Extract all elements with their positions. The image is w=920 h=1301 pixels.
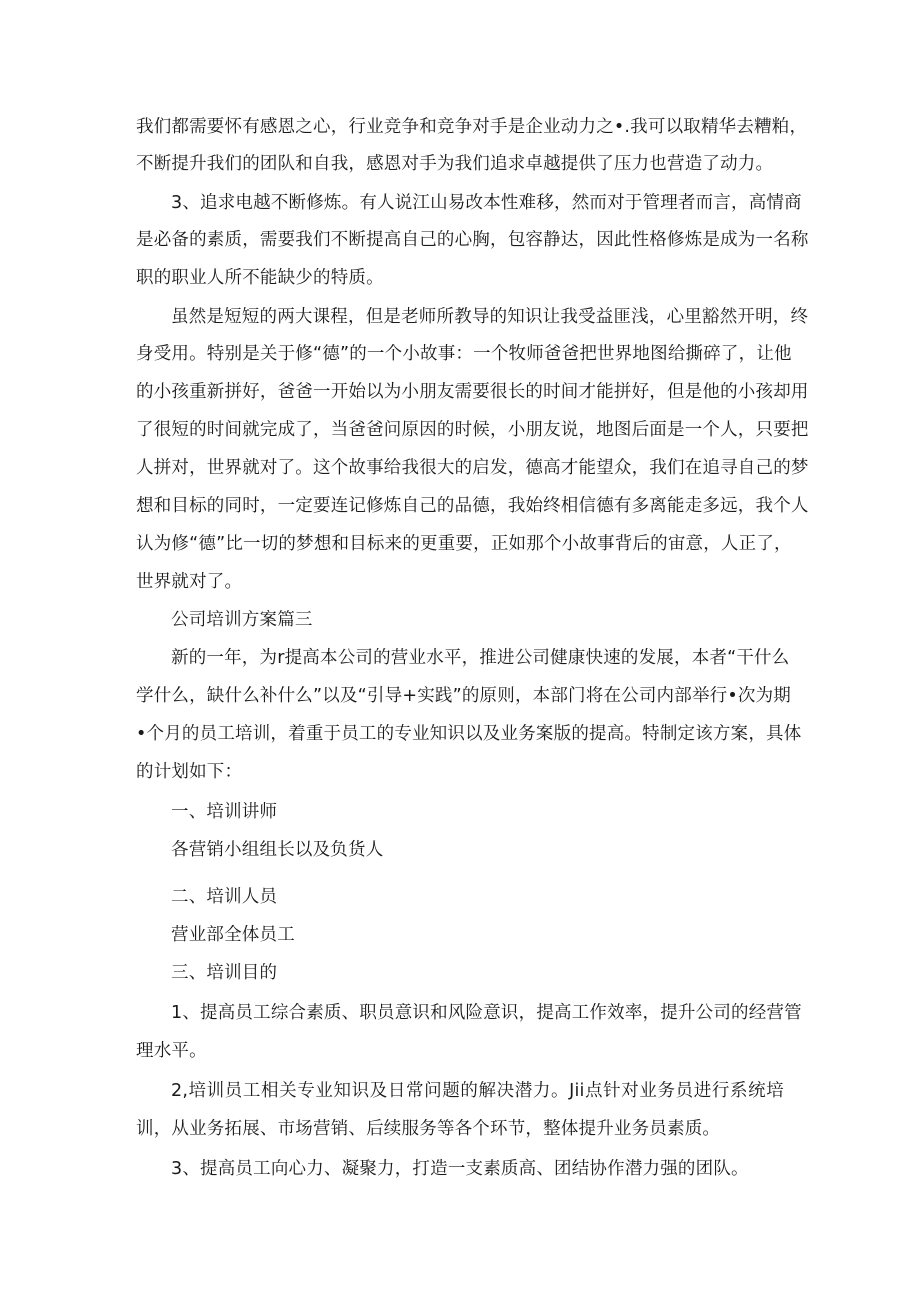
- paragraph-line: 3、提高员工向心力、凝聚力，打造一支素质高、团结协作潜力强的团队。: [171, 1159, 749, 1179]
- paragraph-line: 人拼对，世界就对了。这个故事给我很大的启发，德高才能望众，我们在追寻自己的梦: [136, 458, 809, 478]
- paragraph-line: 不断提升我们的团队和自我，感恩对手为我们追求卓越提供了压力也营造了动力。: [136, 154, 774, 174]
- paragraph-line: 2,培训员工相关专业知识及日常问题的解决潜力。Jii点针对业务员进行系统培: [171, 1081, 784, 1101]
- item-1-title: 一、培训讲师: [171, 802, 278, 822]
- paragraph-line: 身受用。特别是关于修“德”的一个小故事：一个牧师爸爸把世界地图给撕碎了，让他: [136, 344, 792, 364]
- paragraph-line: 学什么，缺什么补什么”以及“引导+实践”的原则，本部门将在公司内部举行•次为期: [136, 686, 791, 706]
- section-heading: 公司培训方案篇三: [171, 610, 313, 630]
- item-2-body: 营业部全体员工: [171, 925, 295, 945]
- paragraph-line: 3、追求电越不断修炼。有人说江山易改本性难移，然而对于管理者而言，高情商: [171, 193, 802, 213]
- paragraph-line: 职的职业人所不能缺少的特质。: [136, 268, 384, 288]
- paragraph-line: 想和目标的同时，一定要连记修炼自己的品德，我始终相信德有多离能走多远，我个人: [136, 496, 809, 516]
- paragraph-line: 新的一年，为r提高本公司的营业水平，推进公司健康快速的发展，本者“干什么: [171, 648, 790, 668]
- item-1-body: 各营销小组组长以及负货人: [171, 840, 384, 860]
- paragraph-line: 的小孩重新拼好，爸爸一开始以为小朋友需要很长的时间才能拼好，但是他的小孩却用: [136, 382, 809, 402]
- paragraph-line: 理水平。: [136, 1041, 207, 1061]
- paragraph-line: •个月的员工培训，着重于员工的专业知识以及业务案版的提高。特制定该方案，具体: [136, 724, 802, 744]
- item-3-title: 三、培训目的: [171, 963, 278, 983]
- item-2-title: 二、培训人员: [171, 887, 278, 907]
- paragraph-line: 世界就对了。: [136, 572, 243, 592]
- paragraph-line: 我们都需要怀有感恩之心，行业竞争和竞争对手是企业动力之•.我可以取精华去糟粕，: [136, 117, 808, 137]
- paragraph-line: 的计划如下：: [136, 762, 243, 782]
- paragraph-line: 1、提高员工综合素质、职员意识和风险意识，提高工作效率，提升公司的经营管: [171, 1003, 802, 1023]
- paragraph-line: 虽然是短短的两大课程，但是老师所教导的知识让我受益匪浅，心里豁然开明，终: [171, 307, 809, 327]
- paragraph-line: 认为修“德”比一切的梦想和目标来的更重要，正如那个小故事背后的宙意，人正了，: [136, 534, 792, 554]
- paragraph-line: 训，从业务拓展、市场营销、后续服务等各个环节，整体提升业务员素质。: [136, 1119, 721, 1139]
- paragraph-line: 了很短的时间就完成了，当爸爸问原因的时候，小朋友说，地图后面是一个人，只要把: [136, 420, 809, 440]
- paragraph-line: 是必备的素质，需要我们不断提高自己的心胸，包容静达，因此性格修炼是成为一名称: [136, 230, 809, 250]
